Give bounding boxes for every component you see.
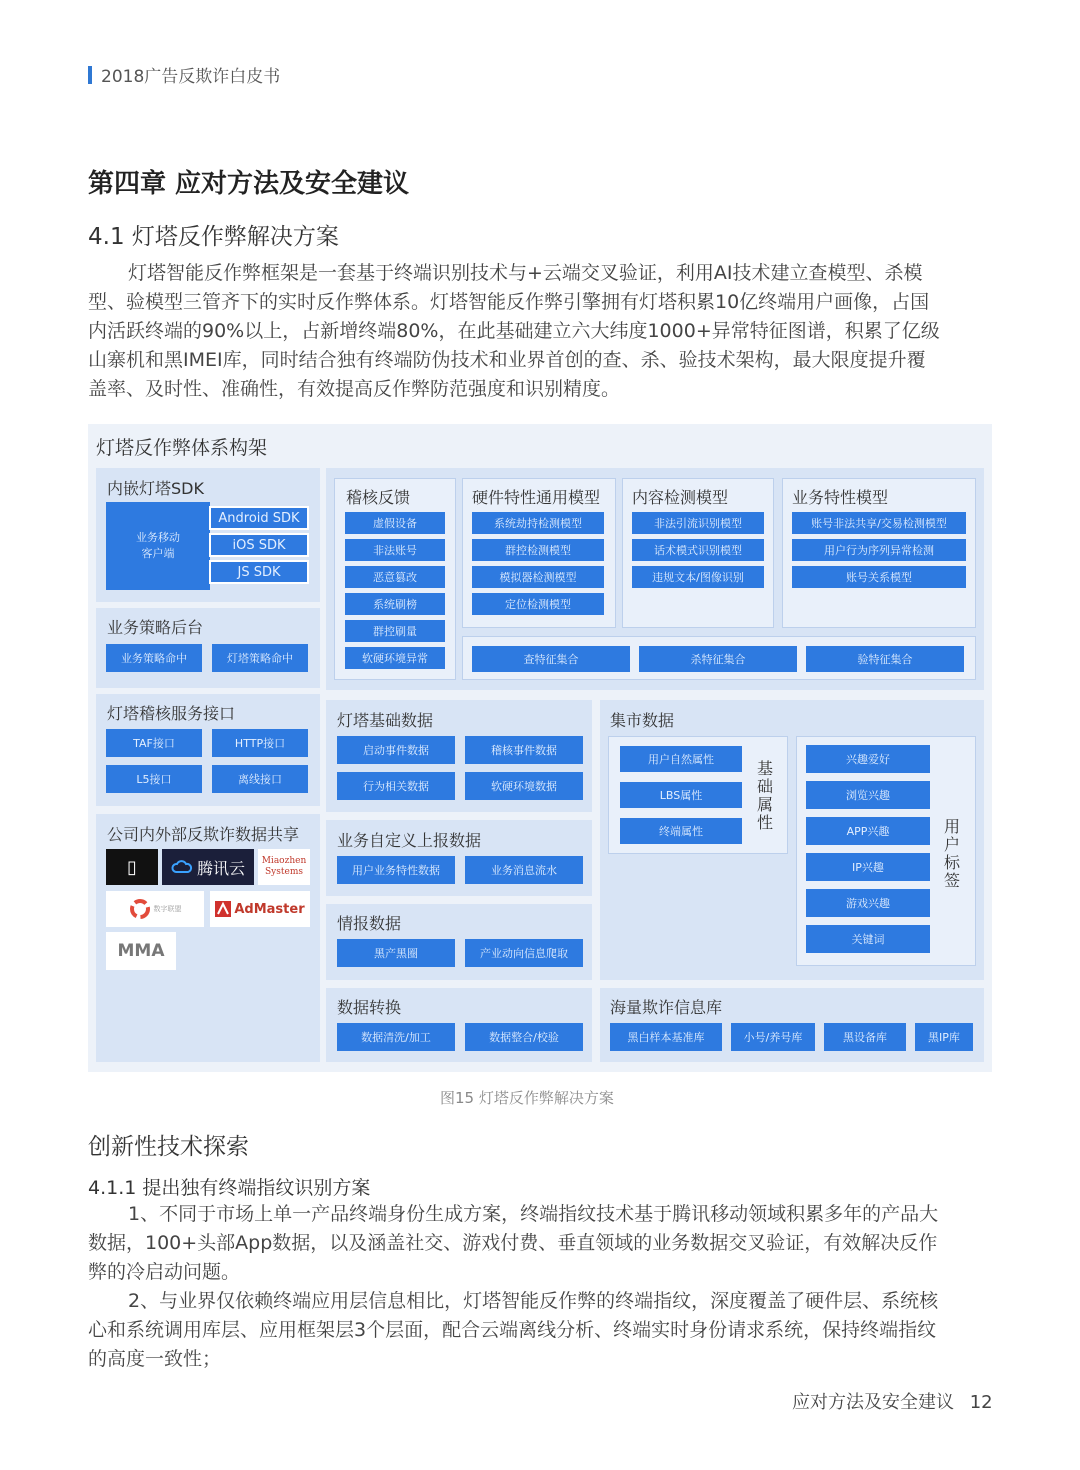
market-data-title: 集市数据 — [610, 711, 675, 730]
business-model-item: 账号非法共享/交易检测模型 — [792, 512, 966, 534]
header-title: 2018广告反欺诈白皮书 — [101, 67, 281, 87]
admaster-logo-text: AdMaster — [234, 901, 305, 917]
audit-item: 软硬环境异常 — [345, 647, 445, 669]
section-title: 4.1 灯塔反作弊解决方案 — [88, 224, 339, 250]
user-tag-item: 游戏兴趣 — [806, 889, 930, 917]
base-data-item: 稽核事件数据 — [465, 736, 583, 764]
user-tag-item: IP兴趣 — [806, 853, 930, 881]
user-tag-item: APP兴趣 — [806, 817, 930, 845]
body-line: 数据，100+头部App数据，以及涵盖社交、游戏付费、垂直领域的业务数据交叉验证，有效解决反作 — [88, 1232, 938, 1254]
business-model-title: 业务特性模型 — [792, 488, 889, 507]
hardware-model-item: 系统劫持检测模型 — [472, 512, 604, 534]
body-line: 弊的冷启动问题。 — [88, 1261, 241, 1283]
subsection-title: 创新性技术探索 — [88, 1134, 249, 1160]
intel-item: 产业动向信息爬取 — [465, 939, 583, 967]
sub-subsection-title: 4.1.1 提出独有终端指纹识别方案 — [88, 1177, 371, 1199]
intro-paragraph — [88, 259, 996, 404]
body-paragraph — [88, 1200, 996, 1374]
api-item: L5接口 — [106, 765, 202, 793]
running-header — [88, 62, 280, 87]
user-tag-item: 浏览兴趣 — [806, 781, 930, 809]
api-item: 离线接口 — [212, 765, 308, 793]
convert-item: 数据清洗/加工 — [337, 1023, 455, 1051]
intel-item: 黑产黑圈 — [337, 939, 455, 967]
ios-sdk: iOS SDK — [209, 533, 309, 557]
intro-line: 盖率、及时性、准确性，有效提高反作弊防范强度和识别精度。 — [88, 378, 621, 400]
body-line: 的高度一致性； — [88, 1348, 222, 1370]
page-number: 12 — [969, 1392, 993, 1413]
content-model-title: 内容检测模型 — [632, 488, 729, 507]
user-tag-item: 关键词 — [806, 925, 930, 953]
base-data-item: 启动事件数据 — [337, 736, 455, 764]
body-line: 2、与业界仅依赖终端应用层信息相比，灯塔智能反作弊的终端指纹，深度覆盖了硬件层、系统核 — [128, 1290, 939, 1312]
hardware-model-item: 群控检测模型 — [472, 539, 604, 561]
audit-item: 群控刷量 — [345, 620, 445, 642]
tencent-cloud-logo — [162, 849, 254, 885]
fraud-db-item: 小号/养号库 — [731, 1023, 815, 1051]
audit-item: 恶意篡改 — [345, 566, 445, 588]
convert-title: 数据转换 — [337, 998, 402, 1017]
header-accent-bar — [88, 66, 92, 84]
fraud-db-item: 黑白样本基准库 — [610, 1023, 722, 1051]
audit-item: 非法账号 — [345, 539, 445, 561]
admaster-logo — [210, 891, 310, 927]
intro-line: 山寨机和黑IMEI库，同时结合独有终端防伪技术和业界首创的查、杀、验技术架构，最大限度提升覆 — [88, 349, 926, 371]
intro-line: 灯塔智能反作弊框架是一套基于终端识别技术与+云端交叉验证，利用AI技术建立查模型、杀模 — [128, 262, 923, 284]
footer-text: 应对方法及安全建议 — [792, 1392, 954, 1413]
intro-line: 内活跃终端的90%以上，占新增终端80%，在此基础建立六大纬度1000+异常特征图谱，积累了亿级 — [88, 320, 940, 342]
partner-logo-black: ▯ — [106, 849, 158, 885]
custom-report-item: 业务消息流水 — [465, 856, 583, 884]
content-model-item: 违规文本/图像识别 — [632, 566, 764, 588]
feature-set-item: 查特征集合 — [472, 646, 630, 672]
figure-caption: 图15 灯塔反作弊解决方案 — [440, 1089, 614, 1107]
page-footer — [792, 1388, 993, 1414]
fraud-db-item: 黑IP库 — [915, 1023, 973, 1051]
js-sdk: JS SDK — [209, 560, 309, 584]
api-item: TAF接口 — [106, 729, 202, 757]
intro-line: 型、验模型三管齐下的实时反作弊体系。灯塔智能反作弊引擎拥有灯塔积累10亿终端用户画像，占国 — [88, 291, 930, 313]
base-attr-item: 用户自然属性 — [620, 746, 742, 772]
sdk-panel-title: 内嵌灯塔SDK — [107, 479, 204, 498]
audit-panel-title: 稽核反馈 — [346, 488, 411, 507]
digital-union-logo-text: 数字联盟 — [153, 905, 182, 913]
diagram-title: 灯塔反作弊体系构架 — [96, 437, 268, 459]
api-item: HTTP接口 — [212, 729, 308, 757]
custom-report-title: 业务自定义上报数据 — [337, 831, 482, 850]
fraud-db-title: 海量欺诈信息库 — [610, 998, 723, 1017]
hardware-model-item: 定位检测模型 — [472, 593, 604, 615]
base-attr-item: 终端属性 — [620, 818, 742, 844]
business-model-item: 账号关系模型 — [792, 566, 966, 588]
body-line: 1、不同于市场上单一产品终端身份生成方案，终端指纹技术基于腾讯移动领域积累多年的产品大 — [128, 1203, 939, 1225]
cloud-icon — [171, 860, 193, 874]
base-data-title: 灯塔基础数据 — [337, 711, 434, 730]
miaozhen-logo: Miaozhen Systems — [258, 849, 310, 885]
business-model-item: 用户行为序列异常检测 — [792, 539, 966, 561]
mma-logo: MMA — [106, 932, 176, 970]
content-model-item: 非法引流识别模型 — [632, 512, 764, 534]
fraud-db-item: 黑设备库 — [824, 1023, 906, 1051]
strategy-panel-title: 业务策略后台 — [107, 618, 204, 637]
base-data-item: 行为相关数据 — [337, 772, 455, 800]
feature-set-item: 验特征集合 — [806, 646, 964, 672]
base-attr-label: 基础属性 — [756, 759, 773, 832]
hardware-model-item: 模拟器检测模型 — [472, 566, 604, 588]
strategy-item: 业务策略命中 — [106, 644, 202, 672]
chapter-title: 第四章 应对方法及安全建议 — [88, 169, 410, 199]
content-model-item: 话术模式识别模型 — [632, 539, 764, 561]
share-panel-title: 公司内外部反欺诈数据共享 — [107, 825, 300, 844]
user-tag-item: 兴趣爱好 — [806, 745, 930, 773]
body-line: 心和系统调用库层、应用框架层3个层面，配合云端离线分析、终端实时身份请求系统，保持终端指纹 — [88, 1319, 937, 1341]
digital-union-logo — [106, 891, 204, 927]
android-sdk: Android SDK — [209, 506, 309, 530]
audit-item: 虚假设备 — [345, 512, 445, 534]
intel-title: 情报数据 — [337, 914, 402, 933]
base-attr-item: LBS属性 — [620, 782, 742, 808]
user-tag-label: 用户标签 — [943, 817, 960, 890]
tencent-cloud-logo-text: 腾讯云 — [196, 858, 245, 878]
digital-union-icon — [129, 898, 151, 920]
admaster-icon — [215, 901, 231, 917]
audit-item: 系统刷榜 — [345, 593, 445, 615]
hardware-model-title: 硬件特性通用模型 — [472, 488, 601, 507]
mobile-client-box: 业务移动 客户端 — [106, 502, 210, 590]
base-data-item: 软硬环境数据 — [465, 772, 583, 800]
api-panel-title: 灯塔稽核服务接口 — [107, 704, 236, 723]
custom-report-item: 用户业务特性数据 — [337, 856, 455, 884]
feature-set-item: 杀特征集合 — [639, 646, 797, 672]
strategy-item: 灯塔策略命中 — [212, 644, 308, 672]
convert-item: 数据整合/校验 — [465, 1023, 583, 1051]
